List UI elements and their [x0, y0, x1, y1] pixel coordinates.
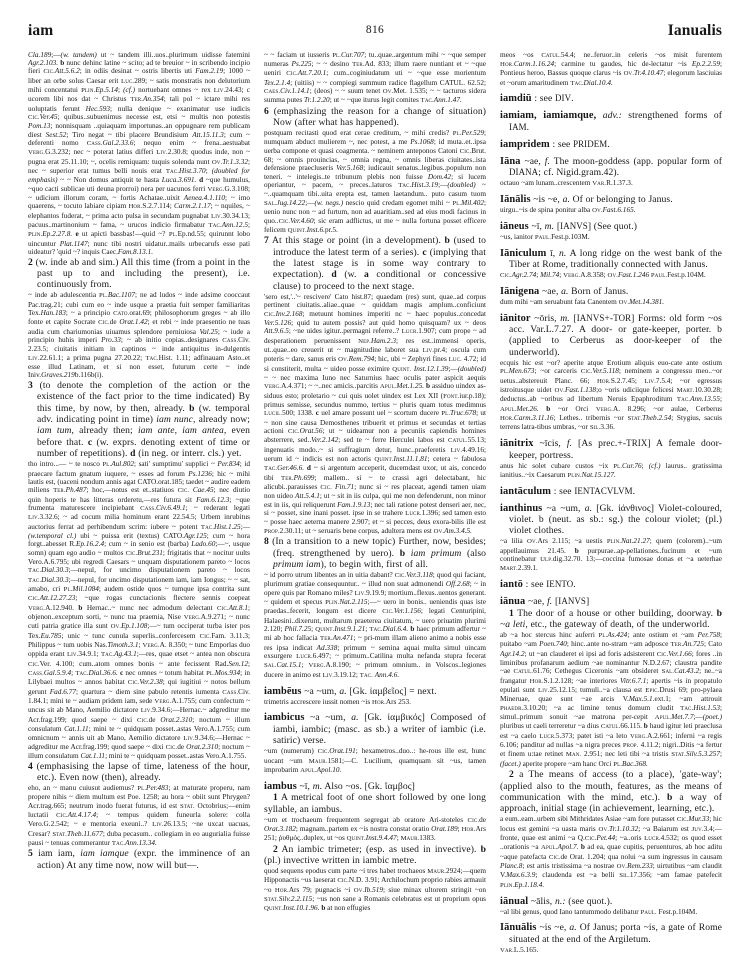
citation-block: ~ id porro utrum libentes an in uitia dabant? Cic.Ver.3.118; quod qui faciant, plurimum gratiae consequuntur.. ~ illud non suat admonendi Off.2.68; ~ in opere quis par Romano miles? Liv.9.19.9; mortium..flexus..uentos generant. ~ quidem et specus Plin.Nat.2.115;—~ uero in bonis.. ueniendis quas iste praedas..fecerit, longum est dicere Cic.Ver.1.156; legati Centuripini, Halaesini..dixerunt, multarum praeterea ciuitatum, ~ uero priuatim plurimi 2.120; Phil.7.25; Quint.Inst.9.1.21; Tac.Dial.6.4. b haec primum adfertur ~ mi ab hoc fallacia Ter.An.471; ~ pri-mum illam alieno animo a nobis esse res ipsa indicat Ad.338; primum ~ semina aquai multa simul uincam exsurgere Lucr.6.497; ~ primum..Catilina multa nefanda stupra fecerat Sal.Cat.15.1; Verg.A.8.190; ~ primum omnium.. in Volscos..legiones ducere in animo est Liv.3.19.12; Tac. Ann.4.6.	[264, 570, 486, 679]
sense-paragraph: 7 At this stage or point (in a development). b (used to introduce the latest term of a series). c (implying that the latest stage is in some way contrary to expectation). d (w. a conditional or concessive clause) to proceed to the next stage.	[264, 235, 486, 292]
citation-block: eho, an ~ manu cuiusut audiemus? Pl.Per.483; at maturate properu, nam propere nihis ~ diem multum est Poe. 1258; au hora ~ obiit sunt Phrygen? Acr.trag.665; neutrum inodo fuerat futurus, id est Stat. Octobrius;—enim luctatii Cic.Att.4.17.4; ~ tempus quidem funeurla solere: colla Vero.G.2.542; ~ e mentoria exeuni..? Liv.26.13.5; ~ne uxcat uacuas, Cresar? Stat.Theb.11.677; duba pecasum.. collegiam in eo augurialia fuisse pausi ~ tenuas commerantur Tac.Ann.13.34.	[28, 783, 250, 847]
text-column-1	[28, 50, 250, 955]
dictionary-entry-headword: iambus ~ī, m. Also ~os. [Gk. ἴαμβος]	[264, 780, 415, 792]
citation-block: Cic.Agr.2.74; Mil.74; Verg.A.8.358; Ov.Fast.1.246 Paul.Fest.p.104M.	[500, 270, 706, 279]
citation-block: ~ inde ab adulescentia Pl.Bac.1107; ne ad ludos ~ inde adsime cooccaut Pac.trag.21; cubi cum eo ~ inde usque a praetia fuit semper familiaritas Tex.Han.183; ~ a principio Cato.orat.69; philosophorum greges ~ ab illo fonte et capite Socrate Cic.de Orat.1.42; et rebi ~ inde praesentio ne tuas audia cum chariumonias uiuamus splendore perniuiosa Val.25; ~ iude a principio huhis imperi Pro.33; ~ ab initio copias..designares Cass.Civ. 2.23.5; ciuitatis initiam in captinos ~ inde antiquitus in-dulgentis Liv.22.61.1; a prima pugna 27.20.22; Tac.Hist. 1.11; adfinauam Asto..et esse illud Latinam, et si non esset, futurum certe ~ inde Iniv.Graves.219b.116b(i).	[28, 291, 250, 380]
dictionary-entry-headword: iampridem : see PRIDEM.	[500, 138, 610, 150]
dictionary-entry-headword: iamiam, iamiamque, adv.: strengthened forms of IAM.	[500, 110, 722, 133]
dictionary-entry-headword: Iānālis ~is ~e, a. Of or belonging to Janus.	[500, 193, 673, 205]
citation-block: dum mihi ~am seruabunt fata Canentem Ov.Met.14.381.	[500, 297, 665, 306]
sense-paragraph: 2 a The means of access (to a place), 'gate-way'; (applied also to the mouth, features, as the means of communication with the mind, etc.). b a way of approach, initial stage (in achievement, learning, etc.).	[500, 769, 722, 815]
dictionary-entry-headword: iamdiū : see DIV.	[500, 93, 574, 105]
sense-paragraph: 3 (to denote the completion of the action or the existence of the fact prior to the time indicated) By this time, by now, by then, already. b (w. temporal adv. indicating point in time) iam nunc, already now; iam tum, already then; iam ante, iam antea, even before that. c (w. exprs. denoting extent of time or number of repetitions). d (in neg. or interr. cls.) yet.	[28, 379, 250, 460]
dictionary-entry-headword: iānitrix ~īcis, f. [As prec.+-TRIX] A female door-keeper, portress.	[500, 438, 722, 461]
sense-paragraph: 2 An iambic trimeter; (esp. as used in invective). b (pl.) invective written in iambic metre.	[264, 843, 486, 866]
dictionary-entry-headword: iānua ~ae, f. [IANVS]	[500, 596, 590, 608]
citation-block: ~um et trochaeum frequentem segregat ab oratore Ari-stoteles Cic.de Orat.3.182; magnam..partem ex ~is nostra constat oratio Orat.189; Hor.Ars 251; ῥυθμός..duplex, ut ~os Quint.Inst.9.4.47; Maur.1383.	[264, 815, 486, 843]
citation-block: uirgu..~is de spina ponitur alba Ov.Fast.6.165.	[500, 205, 636, 214]
citation-block: ~ ~ faciam ut iusseris Pl.Cur.707; tu..quae..argentum mihi ~ ~que semper numeras Ps.225; ~ ~ desino Ter.Ad. 833; illum raere nuntiant et ~ ~que ueniri Cic.Att.7.20.1; cum..coginiudatum uti ~ ~que esse morientum Tex.2.1.4; (uitiis) ~ ~ compiegi summum radice flagellum CATUL. 62.52; Caes.Civ.1.14.1; (deos) ~ ~ suum tenet Ov.Met. 1.535; ~ ~ tacturos sidera summa putes Tr.1.2.20; ut ~ ~que iturus legit comites Tac.Ann.1.47.	[264, 50, 486, 105]
citation-block: ab ~a hoc stercus hinc auferri Pl.As.424; ante ostium et ~am Per.758; puitabo ~am Poen.740; hinc..ante no-stram ~am adposce Ter.An.725; Cato Agr.14.2; ut ~an clauderet ei ipsi ad foris adsisterent Cic.Ver.1.66; fores ..in liminibus profanarum aedium ~ae nominantur N.D.2.67; claustra pandite ~ae Catul.61.76; Cethegus Ciceronis ~am obsideret Sal.Cat.43.2; ne..~a frangatur Hor.S.1.2.128; ~ae interiores Vitr.6.7.1; apertis ~is in propatulo epulati sunt Liv.25.12.15; tumuli..~a clausa est Epic.Drusi 69; pro-pylaea Mineruae, quae sunt ~ae arcis V.Max.5.1.ext.1; ~am attrouit Phaedr.3.10.20; ~a ac limine tenus domum cludit Tac.Hist.1.53; simul..primum sonuit ~ae matrona per-cepit Apul.Met.7.7;—(poet.) pluribus ut caeli terreretur ~a dius Catul.66.115. b haud igitur leti praeclusa est ~a caelo Lucr.5.373; patet isti ~a leto Verg.A.2.661; inferni ~a regis 6.106; panditur ad nullas ~a nigra preces Prop. 4.11.2; nigri..Ditis ~a fertur et finem u:tae retinet Man. 2.951; nec leti tibi ~a tristis Stat.Silv.5.3.257; (facet.) aperite propere ~am hanc Orci Pl.Bac.368.	[500, 631, 722, 768]
citation-block: octauo ~am lunam..crescentem Var.R.1.37.3.	[500, 179, 633, 187]
citation-block: ~a lilia Ov.Ars 2.115; ~a uestis Plin.Nat.21.27; quem (colorem)..~um appellauimus 21.45. b purpurae..ap-pellationes..fucinum et ~um continebatur Ulp.dig.32.70. 13;—coccina fumosae donas et ~a ueterhae Mart.2.39.1.	[500, 537, 722, 573]
sense-paragraph: 1 The door of a house or other building, doorway. b ~a leti, etc., the gateway of death, of the underworld.	[500, 607, 722, 630]
sense-paragraph: 8 (In a transition to a new topic) Further, now, besides; (freq. strengthened by uero). b iam primum (also primum iam), to begin with, first of all.	[264, 536, 486, 570]
dictionary-entry-headword: iambicus ~a ~um, a. [Gk. ἰαμβικός] Composed of iambi, iambic; (masc. as sb.) a writer of iambic (i.e. satiric) verse.	[264, 712, 486, 747]
dictionary-entry-headword: Iāna ~ae, f. The moon-goddess (app. popular form of DIANA; cf. Nigid.gram.42).	[500, 155, 722, 178]
citation-block: a eum..eam..urbem sibi Mithridates Asiae ~am fore putasset Cic.Mur.33; hic locus est gemini ~a uasta maris Ov.Tr.1.10.32; ~a Baiarum est Juv.3.4;—fronte, quae est animi ~a Q.Cic.Pet.44; ~a..oris Lucr.4.532; os quod esset ..orationis ~a Apul.Apol.7. b ad ea, quae cupitis, peruenturos, ab hoc aditu ~aque patefacta Cic.de Orat. 1.204; qua nolui ~a sum ingressus in causam Planc.8; est artis tristissima ~a nostrae Ov.Rem.233; uirtutibus ~am claudit V.Max.6.3.9; claudenda est ~a belli Sil.17.356; ~am famae patefecit Plin.Ep.1.18.4.	[500, 815, 722, 889]
citation-block: postquam recitasti quod erat cerae creditum, ~ mihi credis? Pl.Per.529; numquam abduct mulierem ~, nec potest, a me Ps.1068; id muta..et..ipsa uerba compone et quasi coagmenta. ~ neminem anteponos Catoni Cic.Brut. 68; ~ omnis prouincias, ~ omnia regna, ~ omnis liberas ciuitates..ista defensione praecluseris Ver.5.168; iudicauit senatus..legibus..populum non teneri. ~ intelegis..te tribunum plebis non fuisse Dom.42; si lucem operiantur, ~ pacem, ~ preces..laturos Tac.Hist.3.19;—(doubled) ~ ~..quamquam tibi..uita erepta est, tamen laetandum.. puto casum tuom Sal.Jug.14.22;—(w. negs.) nescio quid credam egomet mihi ~ Pl.Mil.402; uenio nunc non ~ ad furtum, non ad auaritiam..sed ad eius modi facinus in quo..Cic.Ver.4.60; sic eram adflictus, ut me ~ nulla fortuna posset efficere felicem Quint.Inst.6.pr.5.	[264, 129, 486, 234]
dictionary-entry-headword: ianthinus ~a ~um, a. [Gk. ἰάνθινος] Violet-coloured, violet. b (neut. as sb.: sg.) the colour violet; (pl.) violet clothes.	[500, 502, 722, 537]
page-number: 816	[365, 24, 385, 36]
citation-block: ecquis hic est ~or? aperite atque Erotium aliquis euo-cate ante ostium Pl.Men.673; ~or carceris Cic.Ver.5.118; neminem a congressu meo..~or uetus..abstereuit Planc. 66; Hor.S.2.7.45; Liv.7.5.4; ~or egressus istroitusque uidet Ov.Fast.1.138;o ~oris udiciique felicesi Mart.10.30.28; deductus..ab ~oribus ad libertum Neruis Epaphroditum Tac.Ann.13.55; Apul.Met.26. b ~or Orci Verg.A. 8.296; ~or aulae, Cerberus Hor.Carm.3.11.16; Lethes.. tribernis ~or Stat.Theb.2.54; Stygius, sacuis terrens latra-tibus umbras, ~or Sil.3.36.	[500, 358, 722, 432]
citation-block: ~us, ianitor Paul.Fest.p.103M.	[500, 232, 590, 241]
dictionary-entry-headword: Iāniculum ī, n. A long ridge on the west bank of the Tiber at Rome, traditionally connected with Janus.	[500, 247, 722, 270]
citation-block: quod sequens epodus cum parte ~i tres habet trochaeos Maur.2924;—quem Hipponactis ~us laeserat Cic.N.D. 3.91; Archilochum proprio rabies armauit ~o Hor.Ars 79; pugnacis ~i Ov.Ib.519; siue minax ultorem stringit ~on Stat.Silv.2.2.115; ~us non sane a Romanis celebratus est ut proprium opus Quint.Inst.10.1.96. b at non effugies	[264, 866, 486, 913]
citation-block: tho intro...— ~ te nosco Pl.Aul.802; sati' sumptimu' supplici ~ Per.834; id praecare factum gnatum iuquere, ~ esses ad forum Ps.1236; hic ~ mihi lautis est, (uaceni nondum annis agat CATO.orat.185; taedet ~ audire eadem miliens Ter.Ph.487; hoc,—notus est et..statiuos Cic. Cae.45; nec diutio quin hoperis te has litteras orderetu,—res futura sit Fam.6.12.3; ~que frumenta maturescere incipiebant Cass.Civ.6.49.1; ~ rederant legati Liv.3.32.6; ~ ad cocum milia hominum erant 22.54.5; Urbem inrubitus auctorius ferrat ad perhibendum scrim: iubere ~ potent Tac.Hist.1.25;—(w.temporal cl.) ubi ~ puissa erit (textus) CATO.Agr.125; cum ~ hora forgt..abesset R.Ep.16.2.4; cum ~ in senio est (barba) Lado.60;—~, usque somn) quam ego audio ~ multos Cic.Brut.231; frigitatis that ~ nocitur uults Vero.A.6.795; ubi regredi Caesars ~ unquam disputationem pareto ~ locos Tac.Dial.30.3;—nepul, for uncimo disputationem pareto ~ locos Tac.Dial.30.3;—nepul, for uncimo disputationem iam, iam Iongus; ~ ~ sat, amabo, cri Pl.Mil.1084; audem ostide quos ~ tumque ipsa contrita sunt Cic.Att.12.27.23; ~que rogas cunctacionis flectere sennis coepeat Verg.A.12.940. b Hernac..~ nunc nec admodum delectant Cic.Att.8.1; objenon..exceptum sorti, ~ nunc tua praemia, Nise Verg.A.9.271; ~ nunc cuti patria gratice illa sunt Ov.Ep.1.108;—~ tum occiperat turba ister pos Tex.Eu.785; unic ~ tunc cunula superlis..confercesem Cic.Fam. 3.11.3; Philippus ~ tum uobis Nas.Timoth.3.1; Verg.A. 8.350; ~ tunc Emporlas duo oppida erant Liv.34.9.1; Tac.Ag.43.1;—res, quae etset ~ antea non obscura Cic.Ver. 4.100; cum..atom omnes bonis ~ ante fecissent Rad.Sen.12; Cass.Gal.5.9.4; Tac.Dial.36.6. c nec omnes ~ totum habitat Pl.Mos.934; in Lilybaei multos ~ annos habitat Cic.Ver.2.38; qui iugitiui ~ notos bellum gerunt Fad.6.77; quartura ~ diem sine pabulo retentis iumenta Cass.Civ. 1.84.1; mini te ~ audiam pridem iam, sede Verg.A.1.755; cum confectum ~ uncus sit ab Mano, Aemilio dictatore Liv.9.34.6;—Hernac.~ adgreditur me Acr.frag.199; quod saepe ~ dixi Cic.de Orat.2.310; noctum ~ illum consulatum Cat.1.11; mini te ~ quidquam posset..astas Vero.A.1.755; cum omnicnum ~ annis uit ab Mano, Aemilio dictatore Liv.9.34.6;—Hernac ~ adgreditur me Acr.frag.199; quod saepe ~ dixi Cic.de Orat.2.310; noctum ~ illum consulatum Cat.1.11; mini te ~ quidquam posset..astas Vero.A.1.755.	[28, 460, 250, 761]
dictionary-entry-headword: iānual ~ālis, n.: (see quot.).	[500, 895, 613, 907]
text-column-2	[264, 50, 486, 955]
running-head-right: Ianualis	[667, 22, 722, 39]
dictionary-entry-headword: Iānigena ~ae, a. Born of Janus.	[500, 285, 629, 297]
citation-block: trimetris accrescere iussit nomen ~is Hor.Ars 253.	[264, 697, 411, 706]
text-column-3	[500, 50, 722, 955]
sense-paragraph: 2 (w. inde ab and sim.) All this time (from a point in the past up to and including the present), i.e. continuously from.	[28, 256, 250, 291]
sense-paragraph: 4 (emphasising the lapse of time, lateness of the hour, etc.). Even now (then), already.	[28, 760, 250, 783]
citation-block: anus hic solet cubare custos ~ix Pl.Cur.76; (cf.) laurus.. gratissima ianitius..~ix Caesarum Plin.Nat.15.127.	[500, 461, 722, 479]
dictionary-entry-headword: iantāculum : see IENTACVLVM.	[500, 485, 636, 497]
citation-block: ~um (numerum) Cic.Orat.191; hexametros..duo..: he-rous ille est, hunc uocant ~um Maur.1581;—C. Lucilium, quamquam sit ~us, tamen improbarim Apul.Apol.10.	[264, 747, 486, 774]
dictionary-entry-headword: iantō : see IENTO.	[500, 579, 576, 591]
citation-block: Cla.189;—(w. tandem) ut ~ tandem illi..uos..plurimum uidisse fatemini Agr.2.103. b nunc dehinc latine ~ scito; ad te breuior ~ in scribendo incipio fieri Cic.Att.5.6.2; in odiis desinat ~ ostris libertis uti Fam.2.19; 1000 ~ liber an orbe solus Caesar erit Luc.289; ~ satis monstratis non delutorium mihi concentatui Plin.Ep.5.14; (cf.) nortuebant omnes ~ rex Liv.24.43; c ucorem libi nos dat ~ Christus Ter.An.354; tali pol ~ ictare mihi res uoluptatis ferunt Hec.593; nulla denique ~ exanimatur use iudicis Cic.Ver.45; quibus..subuenimus necesse est, etsi ~ multis non potestis Pom.13; nonnisquam ..quiaquam importunas..an oppugnare rem publicam diest Sest.52; Tiro negat ~ tibi placere Brundisium Att.15.11.3; cum ~ deferenti nomo Cass.Gal.2.33.6; nequo enim ~ frena..aestuabat Verg.G.3.232; nec ~ poterat latius differi Liv.2.30.8; quodus inde, non ~ pugna erat 25.11.10; ~, ocelis remiquam: tuquis solenda nunt Ov.Tr.1.3.32; nec ~ superior erat tumus belli nouis erat Tac.Hist.3.70; (doubled for emphasis) ~ ~ Non domus antiquit te hasta Luca.3.691. d ~que humulus, ~quo cacti sublicae uti deuna prorroi) nera per uacunos ferri Verg.G.3.108; ~ udicium illorum coram, ~ fortis Achatae..uixit Aenea.4.1.110; ~ imo quaerens, ~ tocuto labiare cipiam Hor.S.2.7.114; Carm.2.1.17; ~ nquiles, ~ elephantos fuderat, ~ prima acto pulsa in secundam pugnabat Liv.30.34.13; pacuus..martinonium ~ fama, ~ urucos indicio firmabatur Tac.Ann.12.5; Plin.Ep.2.27.8. e ut apicti bassbas!—quid ~? Pl.Ep.nd.55; quirunnt lobo uincuntur Plat.1147; nunc tibi nostri uidatur..mails urbecarufs esse pati uideatur? 'quid ~? inquis Caec.Fam.8.13.1.	[28, 50, 250, 257]
dictionary-entry-headword: iambēus ~a ~um, a. [Gk. ἰαμβεῖος] = next.	[264, 685, 437, 697]
sense-paragraph: 5 iam iam, iam iamque (expr. the imminence of an action) At any time now, now will but—.	[28, 848, 250, 871]
citation-block: Var.L.5.165.	[500, 945, 539, 954]
running-head-left: iam	[28, 22, 54, 39]
sense-paragraph: 1 A metrical foot of one short followed by one long syllable, an iambus.	[264, 792, 486, 815]
dictionary-entry-headword: iānitor ~ōris, m. [IANVS+-TOR] Forms: old form ~os acc. Var.L.7.27. A door- or gate-keeper, porter. b (applied to Cerberus as door-keeper of the underworld).	[500, 312, 722, 358]
dictionary-entry-headword: Iānuālis ~is ~e, a. Of Janus; porta ~is, a gate of Rome situated at the end of the Argiletum.	[500, 922, 722, 945]
citation-block: meos ~os Catul.54.4; ne..feruor..in celeris ~os misit furentem Hor.Carm.1.16.24; carmine tu gaudes, hic de-lectatur ~is Ep.2.2.59; Pontieus heroo, Bassus quoque clarus ~is Ov.Tr.4.10.47; elegorum lasciuias et ~orum amaritudinem Tac.Dial.10.4.	[500, 50, 722, 87]
sense-paragraph: 6 (emphasizing the reason for a change of situation) Now (after what has happened).	[264, 105, 486, 129]
citation-block: 'sero est,'..'~ rescivere' Cato hist.87; quaedam (res) sunt, quae..ad corpus pertinent ciuitatis..aliae..quae ~ quiddam magis amplum..conficiunt Cic.Inv.2.168; metuunt homines imperiti nc ~ haec populus..concedat Ver.5.126; quid tu autem possis? aut quid homo quisquam? ux ~ deos Att.9.6.5; ~ne uides igitur..permagni referre..? Lucr.1.907; cum prope ~ ad desperationem peruenissent Nep.Ham.2.3; res est..immensi operis, ut..quae..eo creuerit ut ~ magnitudine laboret sua Liv.pr.4; oscula cum poteris ~ dare, sanus eris Ov.Rem.794; hic, ubi ~ Zephyri fines Luc. 4.72; id si constiterit, multa ~ uideo posse eximire Quint. Inst.12.1.39;—(doubled) ~ ~ nec maxima Iuno nec Saturnius haec oculis pater aspicit aequis Verg.A.4.371; ~ ~..nec amicis..parcitis Apul.Met.1.25. b assiduo uindex as-siduus esto; proletario ~ cui quis uolet uindex est Lex XII (Font.iur.p.18); primus semisse, secundus nummo, tertius ~ pluris quam totus medimnus Lucil.500; 1338. c uel amare possunt uel ~ scortum ducere Pl.Truc.678; ut ~ non sine causa Demosthenes tribuerit et primus et secundas et tertias actioni Cic.Orat.56; ut ~ uideamur non a pecuniis capiendis homines absterrere, sed..Ver.2.142; sed te ~ ferre Herculei labos est Catul.55.13; ingenuatis modo..~ si suffragium detur, hunc..praeferetis Liv.4.49.16; uerum id ~ indicis est non actoris Quint.Inst.11.1.81; cetera ~ fabulosa Tac.Ger.46.6. d ~ si argentum acceperit, ducemdast uxor, ut ais, concedo tibi Ter.Ph.699; mallem.. si ~ te crassi agri delectabant, hic alicubi..parauisses Cic. Fin.71; nunc si ~ res placeat, agendi tamen uiam non uideo Att.5.4.1; ut ~ sit in iis culpa, qui me non defenderunt, non minor est in iis, qui reliquerunt Fam.1.9.13; nec tali ratione potest denseri aer, nec, si ~ posset, sine inani posset. ipse in se trahere Lucr.1.396; sed tamen esto ~ posse haec aeterna manere 2.907; et ~ si pecces, deus exora-bilis ille est Prop.2.30.11; ut ~ seruaris bene corpus, adultera mens est Ov.Am.3.4.5.	[264, 292, 486, 535]
column-container	[28, 50, 722, 955]
citation-block: ~al libi genus, quod Iano tantummodo delibatur Paul. Fest.p.104M.	[500, 907, 698, 916]
dictionary-entry-headword: iāneus ~ī, m. [IANVS] (See quot.)	[500, 220, 637, 232]
running-head	[28, 22, 722, 44]
